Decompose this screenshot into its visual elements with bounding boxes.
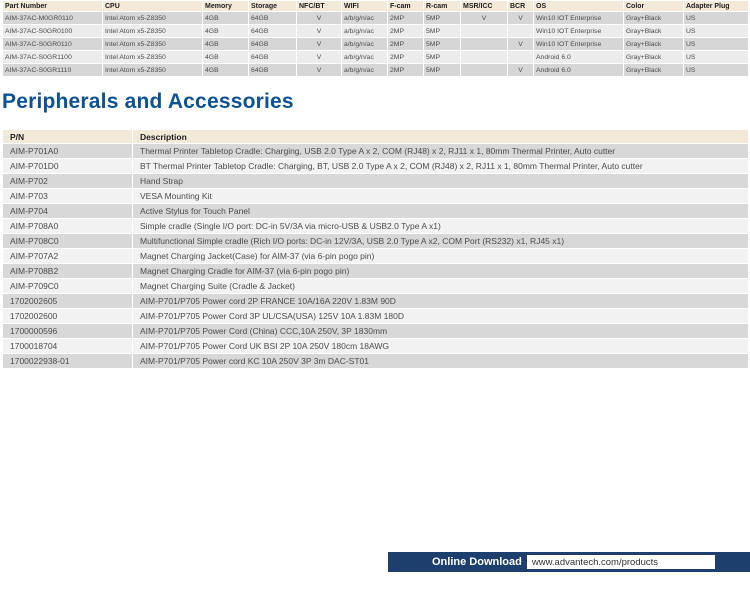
table-cell: AIM-37AC-M0GR0110 bbox=[3, 12, 103, 25]
table-cell: Active Stylus for Touch Panel bbox=[133, 204, 749, 219]
table-cell: US bbox=[684, 38, 749, 51]
table-cell: AIM-P701/P705 Power Cord 3P UL/CSA(USA) 125V 10A 1.83M 180D bbox=[133, 309, 749, 324]
table-row bbox=[3, 249, 749, 264]
table-cell: 1702002605 bbox=[3, 294, 133, 309]
online-download-label: Online Download bbox=[432, 556, 522, 568]
table-row bbox=[3, 64, 749, 77]
table-cell: 2MP bbox=[388, 64, 424, 77]
table-row bbox=[3, 51, 749, 64]
table-row bbox=[3, 144, 749, 159]
table-cell: Hand Strap bbox=[133, 174, 749, 189]
table-cell: a/b/g/n/ac bbox=[342, 64, 388, 77]
table-cell bbox=[461, 51, 508, 64]
table-cell: Android 6.0 bbox=[534, 64, 624, 77]
table-cell: AIM-P701/P705 Power Cord UK BSI 2P 10A 250V 180cm 18AWG bbox=[133, 339, 749, 354]
table-cell: AIM-P702 bbox=[3, 174, 133, 189]
table-cell: AIM-37AC-S0GR0100 bbox=[3, 25, 103, 38]
table-cell: V bbox=[297, 51, 342, 64]
table-cell: Simple cradle (Single I/O port: DC-in 5V/3A via micro-USB & USB2.0 Type A x1) bbox=[133, 219, 749, 234]
table-cell: US bbox=[684, 64, 749, 77]
table-row bbox=[3, 12, 749, 25]
table-cell: US bbox=[684, 12, 749, 25]
table-row bbox=[3, 25, 749, 38]
table-cell: 1700018704 bbox=[3, 339, 133, 354]
table-cell: 2MP bbox=[388, 12, 424, 25]
table-row bbox=[3, 339, 749, 354]
table-cell: 2MP bbox=[388, 38, 424, 51]
table-cell: AIM-37AC-S0GR0110 bbox=[3, 38, 103, 51]
table-cell: Multifunctional Simple cradle (Rich I/O ports: DC-in 12V/3A, USB 2.0 Type A x2, COM Port (RS232) x1, RJ45 x1) bbox=[133, 234, 749, 249]
table-cell: 64GB bbox=[249, 64, 297, 77]
table-cell: Win10 IOT Enterprise bbox=[534, 12, 624, 25]
column-header: R-cam bbox=[424, 1, 461, 12]
table-cell: US bbox=[684, 25, 749, 38]
table-cell: Magnet Charging Cradle for AIM-37 (via 6-pin pogo pin) bbox=[133, 264, 749, 279]
table-cell: Intel Atom x5-Z8350 bbox=[103, 38, 203, 51]
table-cell: 64GB bbox=[249, 25, 297, 38]
column-header: NFC/BT bbox=[297, 1, 342, 12]
table-row bbox=[3, 324, 749, 339]
table-row bbox=[3, 234, 749, 249]
table-cell: 64GB bbox=[249, 12, 297, 25]
table-cell: AIM-37AC-S0GR1110 bbox=[3, 64, 103, 77]
table-cell bbox=[461, 64, 508, 77]
table-cell: Thermal Printer Tabletop Cradle: Charging, USB 2.0 Type A x 2, COM (RJ48) x 2, RJ11 x 1, 80mm Thermal Printer, Auto cutter bbox=[133, 144, 749, 159]
table-cell: Gray+Black bbox=[624, 64, 684, 77]
table-cell: 5MP bbox=[424, 51, 461, 64]
table-cell: V bbox=[297, 12, 342, 25]
table-cell: 5MP bbox=[424, 64, 461, 77]
table-row bbox=[3, 174, 749, 189]
table-cell: AIM-P707A2 bbox=[3, 249, 133, 264]
table-row bbox=[3, 204, 749, 219]
column-header: WIFI bbox=[342, 1, 388, 12]
table-cell bbox=[508, 25, 534, 38]
table-row bbox=[3, 279, 749, 294]
table-cell: Intel Atom x5-Z8350 bbox=[103, 12, 203, 25]
table-cell: Magnet Charging Suite (Cradle & Jacket) bbox=[133, 279, 749, 294]
header-row bbox=[3, 130, 749, 144]
table-cell: a/b/g/n/ac bbox=[342, 51, 388, 64]
table-cell: Gray+Black bbox=[624, 38, 684, 51]
table-cell: 4GB bbox=[203, 38, 249, 51]
column-header: Description bbox=[133, 130, 749, 144]
table-cell: V bbox=[508, 38, 534, 51]
table-cell: AIM-P704 bbox=[3, 204, 133, 219]
column-header: MSR/ICC bbox=[461, 1, 508, 12]
table-cell: Magnet Charging Jacket(Case) for AIM-37 (via 6-pin pogo pin) bbox=[133, 249, 749, 264]
table-cell: AIM-P708C0 bbox=[3, 234, 133, 249]
section-title: Peripherals and Accessories bbox=[2, 90, 294, 113]
table-cell: 2MP bbox=[388, 51, 424, 64]
spec-table bbox=[2, 0, 749, 77]
table-cell: BT Thermal Printer Tabletop Cradle: Charging, BT, USB 2.0 Type A x 2, COM (RJ48) x 2, RJ11 x 1, 80mm Thermal Printer, Auto cutter bbox=[133, 159, 749, 174]
table-cell: V bbox=[508, 12, 534, 25]
table-cell: AIM-37AC-S0GR1100 bbox=[3, 51, 103, 64]
table-cell: 64GB bbox=[249, 38, 297, 51]
online-download-url[interactable]: www.advantech.com/products bbox=[527, 555, 715, 569]
table-cell: V bbox=[297, 38, 342, 51]
table-cell: AIM-P703 bbox=[3, 189, 133, 204]
table-cell: AIM-P701A0 bbox=[3, 144, 133, 159]
table-cell: AIM-P701D0 bbox=[3, 159, 133, 174]
table-cell: a/b/g/n/ac bbox=[342, 25, 388, 38]
table-cell: Gray+Black bbox=[624, 12, 684, 25]
table-cell: V bbox=[461, 12, 508, 25]
table-cell: 64GB bbox=[249, 51, 297, 64]
table-cell: Intel Atom x5-Z8350 bbox=[103, 25, 203, 38]
column-header: Memory bbox=[203, 1, 249, 12]
table-cell: AIM-P701/P705 Power Cord (China) CCC,10A 250V, 3P 1830mm bbox=[133, 324, 749, 339]
table-row bbox=[3, 264, 749, 279]
table-cell: Win10 IOT Enterprise bbox=[534, 25, 624, 38]
table-cell: 2MP bbox=[388, 25, 424, 38]
table-cell: AIM-P708A0 bbox=[3, 219, 133, 234]
column-header: Adapter Plug bbox=[684, 1, 749, 12]
table-row bbox=[3, 294, 749, 309]
table-cell: 1700022938-01 bbox=[3, 354, 133, 369]
column-header: Storage bbox=[249, 1, 297, 12]
online-download-bar bbox=[388, 552, 750, 572]
table-cell: 5MP bbox=[424, 12, 461, 25]
table-cell: a/b/g/n/ac bbox=[342, 38, 388, 51]
table-cell: Intel Atom x5-Z8350 bbox=[103, 64, 203, 77]
table-cell: 4GB bbox=[203, 12, 249, 25]
table-row bbox=[3, 189, 749, 204]
table-row bbox=[3, 219, 749, 234]
column-header: Color bbox=[624, 1, 684, 12]
table-cell bbox=[461, 38, 508, 51]
table-cell: Gray+Black bbox=[624, 25, 684, 38]
accessories-table bbox=[2, 129, 749, 369]
table-cell: Android 6.0 bbox=[534, 51, 624, 64]
table-cell: 4GB bbox=[203, 51, 249, 64]
table-cell: a/b/g/n/ac bbox=[342, 12, 388, 25]
table-cell: Gray+Black bbox=[624, 51, 684, 64]
column-header: BCR bbox=[508, 1, 534, 12]
table-cell: 5MP bbox=[424, 38, 461, 51]
table-row bbox=[3, 309, 749, 324]
table-row bbox=[3, 354, 749, 369]
table-cell: AIM-P708B2 bbox=[3, 264, 133, 279]
table-cell: 1700000596 bbox=[3, 324, 133, 339]
table-cell bbox=[508, 51, 534, 64]
table-cell: Win10 IOT Enterprise bbox=[534, 38, 624, 51]
column-header: OS bbox=[534, 1, 624, 12]
table-cell: Intel Atom x5-Z8350 bbox=[103, 51, 203, 64]
column-header: Part Number bbox=[3, 1, 103, 12]
table-cell: AIM-P701/P705 Power cord 2P FRANCE 10A/16A 220V 1.83M 90D bbox=[133, 294, 749, 309]
table-cell: 5MP bbox=[424, 25, 461, 38]
table-row bbox=[3, 38, 749, 51]
header-row bbox=[3, 1, 749, 12]
column-header: P/N bbox=[3, 130, 133, 144]
table-cell: US bbox=[684, 51, 749, 64]
table-cell: V bbox=[508, 64, 534, 77]
table-cell: VESA Mounting Kit bbox=[133, 189, 749, 204]
table-cell bbox=[461, 25, 508, 38]
column-header: F-cam bbox=[388, 1, 424, 12]
table-row bbox=[3, 159, 749, 174]
table-cell: AIM-P701/P705 Power cord KC 10A 250V 3P 3m DAC-ST01 bbox=[133, 354, 749, 369]
table-cell: AIM-P709C0 bbox=[3, 279, 133, 294]
table-cell: V bbox=[297, 25, 342, 38]
table-cell: 4GB bbox=[203, 64, 249, 77]
table-cell: 4GB bbox=[203, 25, 249, 38]
table-cell: 1702002600 bbox=[3, 309, 133, 324]
column-header: CPU bbox=[103, 1, 203, 12]
table-cell: V bbox=[297, 64, 342, 77]
